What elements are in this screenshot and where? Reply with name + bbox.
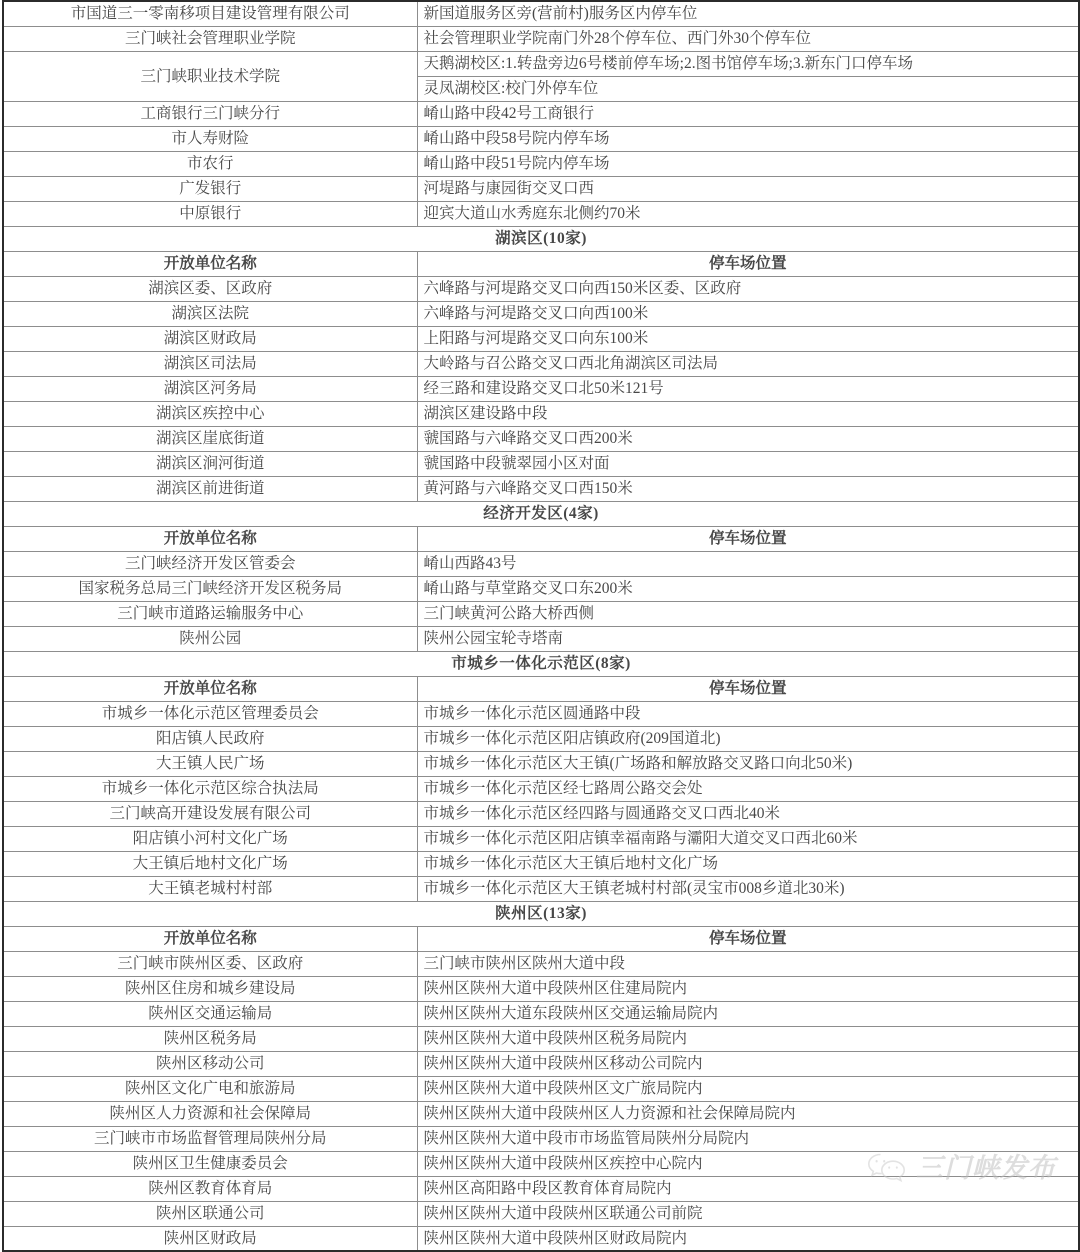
column-header-unit: 开放单位名称 [3,251,417,276]
location-cell: 崤山路中段42号工商银行 [417,101,1079,126]
watermark-text: 三门峡发布 [916,1152,1056,1183]
unit-name-cell: 三门峡市陕州区委、区政府 [3,951,417,976]
table-row [3,1026,1079,1051]
location-cell: 市城乡一体化示范区大王镇(广场路和解放路交叉路口向北50米) [417,751,1079,776]
unit-name-cell: 市城乡一体化示范区管理委员会 [3,701,417,726]
unit-name-cell: 湖滨区前进街道 [3,476,417,501]
unit-name-cell: 陕州区税务局 [3,1026,417,1051]
unit-name-cell: 陕州区联通公司 [3,1201,417,1226]
table-row [3,1151,1079,1176]
location-cell: 河堤路与康园街交叉口西 [417,176,1079,201]
table-row [3,576,1079,601]
column-header-row [3,526,1079,551]
table-row [3,1001,1079,1026]
unit-name-cell: 湖滨区委、区政府 [3,276,417,301]
unit-name-cell: 三门峡市市场监督管理局陕州分局 [3,1126,417,1151]
unit-name-cell: 陕州区交通运输局 [3,1001,417,1026]
table-row [3,801,1079,826]
unit-name-cell: 大王镇人民广场 [3,751,417,776]
section-header-row [3,501,1079,526]
location-cell: 市城乡一体化示范区圆通路中段 [417,701,1079,726]
unit-name-cell: 阳店镇小河村文化广场 [3,826,417,851]
location-cell: 陕州区陕州大道东段陕州区交通运输局院内 [417,1001,1079,1026]
location-cell: 市城乡一体化示范区阳店镇幸福南路与灞阳大道交叉口西北60米 [417,826,1079,851]
unit-name-cell: 国家税务总局三门峡经济开发区税务局 [3,576,417,601]
table-row [3,376,1079,401]
table-row [3,51,1079,76]
table-row [3,1051,1079,1076]
location-cell: 六峰路与河堤路交叉口向西100米 [417,301,1079,326]
location-cell: 市城乡一体化示范区经四路与圆通路交叉口西北40米 [417,801,1079,826]
table-row [3,1201,1079,1226]
table-row [3,951,1079,976]
unit-name-cell: 陕州公园 [3,626,417,651]
location-cell: 湖滨区建设路中段 [417,401,1079,426]
table-row [3,26,1079,51]
table-row [3,1126,1079,1151]
section-title: 陕州区(13家) [3,901,1079,926]
unit-name-cell: 湖滨区法院 [3,301,417,326]
table-row [3,1226,1079,1251]
table-row [3,751,1079,776]
location-cell: 陕州公园宝轮寺塔南 [417,626,1079,651]
column-header-row [3,926,1079,951]
unit-name-cell: 中原银行 [3,201,417,226]
table-row [3,476,1079,501]
section-title: 经济开发区(4家) [3,501,1079,526]
unit-name-cell: 大王镇老城村村部 [3,876,417,901]
table-row [3,276,1079,301]
location-cell: 市城乡一体化示范区经七路周公路交会处 [417,776,1079,801]
location-cell: 崤山西路43号 [417,551,1079,576]
location-cell: 崤山路中段58号院内停车场 [417,126,1079,151]
unit-name-cell: 工商银行三门峡分行 [3,101,417,126]
column-header-row [3,251,1079,276]
location-cell: 大岭路与召公路交叉口西北角湖滨区司法局 [417,351,1079,376]
unit-name-cell: 陕州区教育体育局 [3,1176,417,1201]
table-row [3,151,1079,176]
location-cell: 虢国路中段虢翠园小区对面 [417,451,1079,476]
location-cell: 天鹅湖校区:1.转盘旁边6号楼前停车场;2.图书馆停车场;3.新东门口停车场 [417,51,1079,76]
unit-name-cell: 市人寿财险 [3,126,417,151]
location-cell: 三门峡市陕州区陕州大道中段 [417,951,1079,976]
location-cell: 经三路和建设路交叉口北50米121号 [417,376,1079,401]
column-header-location: 停车场位置 [417,926,1079,951]
location-cell: 陕州区陕州大道中段陕州区税务局院内 [417,1026,1079,1051]
table-row [3,451,1079,476]
unit-name-cell: 陕州区住房和城乡建设局 [3,976,417,1001]
column-header-unit: 开放单位名称 [3,676,417,701]
section-header-row [3,226,1079,251]
location-cell: 陕州区陕州大道中段陕州区联通公司前院 [417,1201,1079,1226]
unit-name-cell: 湖滨区财政局 [3,326,417,351]
table-row [3,126,1079,151]
table-row [3,551,1079,576]
table-row [3,351,1079,376]
unit-name-cell: 市国道三一零南移项目建设管理有限公司 [3,1,417,26]
location-cell: 陕州区陕州大道中段陕州区人力资源和社会保障局院内 [417,1101,1079,1126]
table-row [3,626,1079,651]
column-header-location: 停车场位置 [417,251,1079,276]
parking-lots-table [2,0,1080,1252]
location-cell: 上阳路与河堤路交叉口向东100米 [417,326,1079,351]
section-title: 市城乡一体化示范区(8家) [3,651,1079,676]
location-cell: 崤山路中段51号院内停车场 [417,151,1079,176]
unit-name-cell: 市农行 [3,151,417,176]
table-row [3,426,1079,451]
unit-name-cell: 三门峡经济开发区管委会 [3,551,417,576]
table-row [3,776,1079,801]
table-row [3,1076,1079,1101]
column-header-location: 停车场位置 [417,676,1079,701]
location-cell: 灵凤湖校区:校门外停车位 [417,76,1079,101]
unit-name-cell: 三门峡市道路运输服务中心 [3,601,417,626]
table-row [3,1176,1079,1201]
location-cell: 新国道服务区旁(营前村)服务区内停车位 [417,1,1079,26]
location-cell: 陕州区陕州大道中段陕州区财政局院内 [417,1226,1079,1251]
section-header-row [3,651,1079,676]
table-row [3,1,1079,26]
unit-name-cell: 广发银行 [3,176,417,201]
table-row [3,826,1079,851]
location-cell: 黄河路与六峰路交叉口西150米 [417,476,1079,501]
table-row [3,876,1079,901]
unit-name-cell: 三门峡职业技术学院 [3,51,417,101]
location-cell: 陕州区陕州大道中段陕州区住建局院内 [417,976,1079,1001]
location-cell: 崤山路与草堂路交叉口东200米 [417,576,1079,601]
location-cell: 市城乡一体化示范区大王镇后地村文化广场 [417,851,1079,876]
unit-name-cell: 湖滨区河务局 [3,376,417,401]
location-cell: 社会管理职业学院南门外28个停车位、西门外30个停车位 [417,26,1079,51]
table-body [3,1,1079,1251]
table-row [3,401,1079,426]
location-cell: 陕州区陕州大道中段陕州区文广旅局院内 [417,1076,1079,1101]
location-cell: 虢国路与六峰路交叉口西200米 [417,426,1079,451]
location-cell: 市城乡一体化示范区阳店镇政府(209国道北) [417,726,1079,751]
unit-name-cell: 大王镇后地村文化广场 [3,851,417,876]
unit-name-cell: 陕州区移动公司 [3,1051,417,1076]
location-cell: 迎宾大道山水秀庭东北侧约70米 [417,201,1079,226]
unit-name-cell: 陕州区财政局 [3,1226,417,1251]
table-row [3,701,1079,726]
column-header-row [3,676,1079,701]
table-row [3,326,1079,351]
unit-name-cell: 湖滨区司法局 [3,351,417,376]
unit-name-cell: 湖滨区涧河街道 [3,451,417,476]
table-row [3,176,1079,201]
column-header-unit: 开放单位名称 [3,926,417,951]
unit-name-cell: 湖滨区崖底街道 [3,426,417,451]
section-title: 湖滨区(10家) [3,226,1079,251]
table-row [3,726,1079,751]
location-cell: 陕州区陕州大道中段陕州区移动公司院内 [417,1051,1079,1076]
unit-name-cell: 三门峡高开建设发展有限公司 [3,801,417,826]
table-row [3,976,1079,1001]
unit-name-cell: 湖滨区疾控中心 [3,401,417,426]
location-cell: 六峰路与河堤路交叉口向西150米区委、区政府 [417,276,1079,301]
table-row [3,601,1079,626]
unit-name-cell: 市城乡一体化示范区综合执法局 [3,776,417,801]
unit-name-cell: 陕州区卫生健康委员会 [3,1151,417,1176]
unit-name-cell: 陕州区文化广电和旅游局 [3,1076,417,1101]
unit-name-cell: 三门峡社会管理职业学院 [3,26,417,51]
location-cell: 三门峡黄河公路大桥西侧 [417,601,1079,626]
section-header-row [3,901,1079,926]
table-row [3,101,1079,126]
location-cell: 陕州区陕州大道中段陕州区疾控中心院内 [417,1151,1079,1176]
column-header-location: 停车场位置 [417,526,1079,551]
table-row [3,1101,1079,1126]
location-cell: 陕州区陕州大道中段市市场监管局陕州分局院内 [417,1126,1079,1151]
unit-name-cell: 陕州区人力资源和社会保障局 [3,1101,417,1126]
location-cell: 陕州区高阳路中段区教育体育局院内 [417,1176,1079,1201]
table-row [3,851,1079,876]
location-cell: 市城乡一体化示范区大王镇老城村村部(灵宝市008乡道北30米) [417,876,1079,901]
table-row [3,301,1079,326]
unit-name-cell: 阳店镇人民政府 [3,726,417,751]
column-header-unit: 开放单位名称 [3,526,417,551]
table-row [3,201,1079,226]
